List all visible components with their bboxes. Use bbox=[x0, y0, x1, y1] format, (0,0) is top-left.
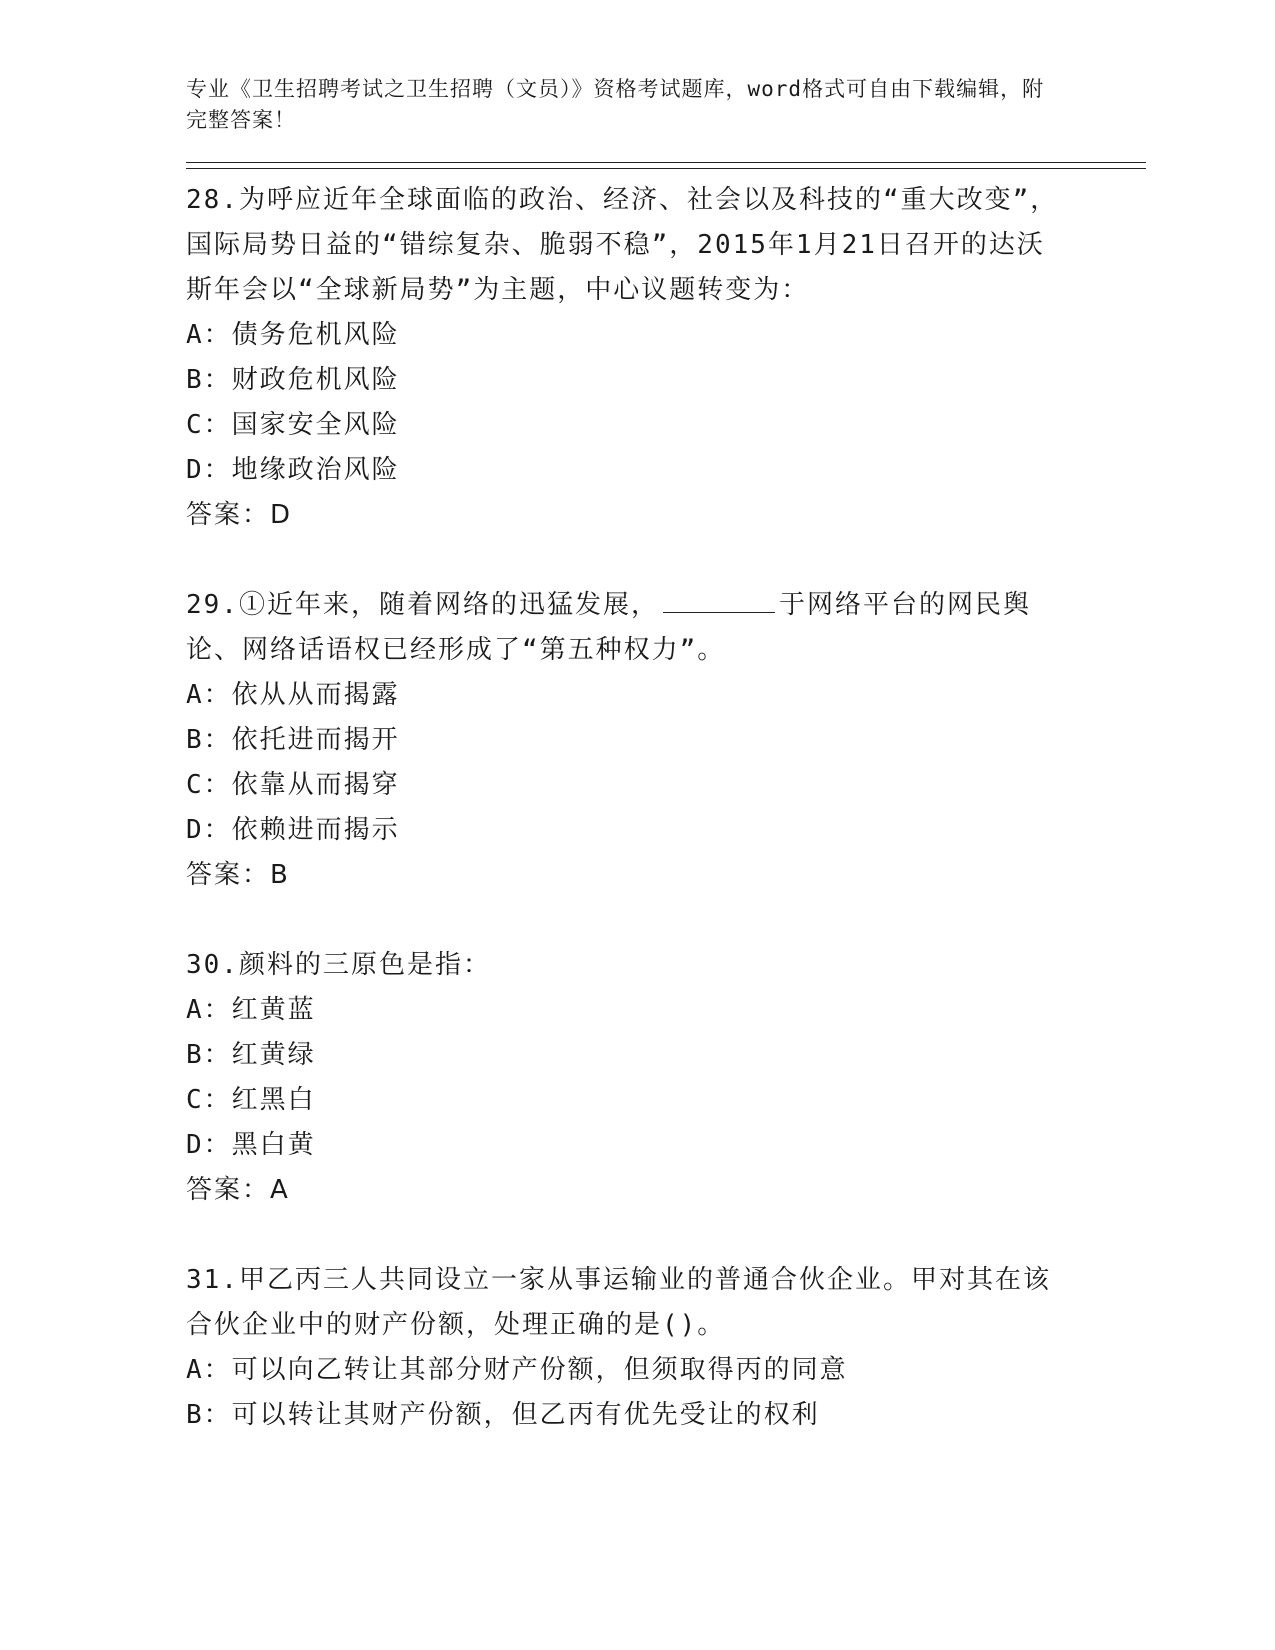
option-b: B：财政危机风险 bbox=[186, 365, 400, 395]
question-text bbox=[186, 583, 1066, 673]
question-31 bbox=[186, 1258, 1146, 1438]
header-divider bbox=[186, 162, 1146, 169]
question-30 bbox=[186, 943, 1146, 1213]
question-text: 28.为呼应近年全球面临的政治、经济、社会以及科技的“重大改变”，国际局势日益的“错综复杂、脆弱不稳”，2015年1月21日召开的达沃斯年会以“全球新局势”为主题，中心议题转变为： bbox=[186, 185, 1059, 305]
option-d: D：地缘政治风险 bbox=[186, 455, 400, 485]
question-text: 30.颜料的三原色是指： bbox=[186, 950, 491, 980]
question-28 bbox=[186, 178, 1146, 538]
option-a: A：债务危机风险 bbox=[186, 320, 400, 350]
answer-label: 答案：A bbox=[186, 1175, 290, 1205]
question-text-before: 29.①近年来，随着网络的迅猛发展， bbox=[186, 590, 659, 620]
option-d: D：依赖进而揭示 bbox=[186, 815, 400, 845]
option-a: A：红黄蓝 bbox=[186, 995, 316, 1025]
option-b: B：依托进而揭开 bbox=[186, 725, 400, 755]
fill-in-blank bbox=[663, 594, 775, 613]
option-b: B：红黄绿 bbox=[186, 1040, 316, 1070]
option-a: A：依从从而揭露 bbox=[186, 680, 400, 710]
answer-label: 答案：D bbox=[186, 500, 293, 530]
option-c: C：依靠从而揭穿 bbox=[186, 770, 400, 800]
answer-label: 答案：B bbox=[186, 860, 290, 890]
question-text-after: 于网络平台的网民舆论、网络话语权已经形成了“第五种权力”。 bbox=[186, 590, 1031, 665]
document-page bbox=[186, 74, 1146, 1438]
option-c: C：国家安全风险 bbox=[186, 410, 400, 440]
option-c: C：红黑白 bbox=[186, 1085, 316, 1115]
option-d: D：黑白黄 bbox=[186, 1130, 316, 1160]
question-text: 31.甲乙丙三人共同设立一家从事运输业的普通合伙企业。甲对其在该合伙企业中的财产份额，处理正确的是()。 bbox=[186, 1265, 1051, 1340]
option-a: A：可以向乙转让其部分财产份额，但须取得丙的同意 bbox=[186, 1355, 848, 1385]
question-29 bbox=[186, 583, 1146, 898]
option-b: B：可以转让其财产份额，但乙丙有优先受让的权利 bbox=[186, 1400, 820, 1430]
document-header: 专业《卫生招聘考试之卫生招聘（文员）》资格考试题库，word格式可自由下载编辑，附完整答案！ bbox=[186, 77, 1045, 132]
